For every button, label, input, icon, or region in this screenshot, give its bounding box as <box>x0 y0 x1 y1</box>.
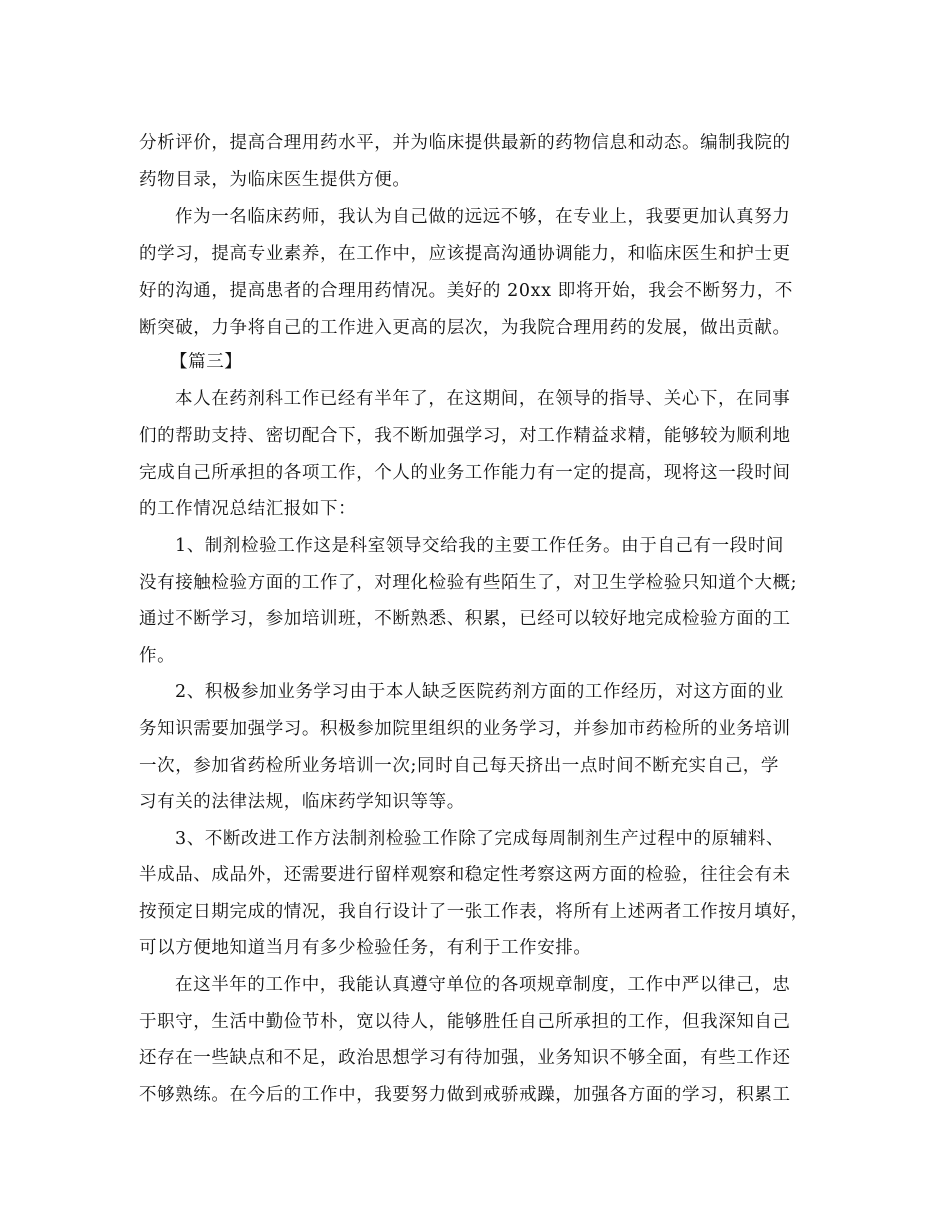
paragraph-line: 于职守，生活中勤俭节朴，宽以待人，能够胜任自己所承担的工作，但我深知自己 <box>139 1012 791 1032</box>
paragraph-line: 作为一名临床药师，我认为自己做的远远不够，在专业上，我要更加认真努力 <box>175 207 791 227</box>
paragraph-line: 断突破，力争将自己的工作进入更高的层次，为我院合理用药的发展，做出贡献。 <box>139 318 791 338</box>
paragraph-line: 们的帮助支持、密切配合下，我不断加强学习，对工作精益求精，能够较为顺利地 <box>139 426 791 446</box>
section-heading: 【篇三】 <box>170 352 243 372</box>
paragraph-line: 药物目录，为临床医生提供方便。 <box>139 170 411 190</box>
paragraph-line: 还存在一些缺点和不足，政治思想学习有待加强，业务知识不够全面，有些工作还 <box>139 1048 791 1068</box>
paragraph-line: 3、不断改进工作方法制剂检验工作除了完成每周制剂生产过程中的原辅料、 <box>175 829 785 849</box>
paragraph-line: 好的沟通，提高患者的合理用药情况。美好的 20xx 即将开始，我会不断努力，不 <box>139 281 794 301</box>
paragraph-line: 在这半年的工作中，我能认真遵守单位的各项规章制度，工作中严以律己，忠 <box>175 975 791 995</box>
paragraph-line: 通过不断学习，参加培训班，不断熟悉、积累，已经可以较好地完成检验方面的工 <box>139 609 791 629</box>
paragraph-line: 作。 <box>139 646 176 666</box>
paragraph-line: 的工作情况总结汇报如下： <box>139 499 357 519</box>
paragraph-line: 一次，参加省药检所业务培训一次;同时自己每天挤出一点时间不断充实自己，学 <box>139 756 779 776</box>
paragraph-line: 没有接触检验方面的工作了，对理化检验有些陌生了，对卫生学检验只知道个大概; <box>139 573 798 593</box>
paragraph-line: 完成自己所承担的各项工作，个人的业务工作能力有一定的提高，现将这一段时间 <box>139 463 791 483</box>
paragraph-line: 本人在药剂科工作已经有半年了，在这期间，在领导的指导、关心下，在同事 <box>175 389 791 409</box>
paragraph-line: 习有关的法律法规，临床药学知识等等。 <box>139 792 465 812</box>
paragraph-line: 1、制剂检验工作这是科室领导交给我的主要工作任务。由于自己有一段时间 <box>175 536 785 556</box>
paragraph-line: 半成品、成品外，还需要进行留样观察和稳定性考察这两方面的检验，往往会有未 <box>139 865 791 885</box>
paragraph-line: 2、积极参加业务学习由于本人缺乏医院药剂方面的工作经历，对这方面的业 <box>175 682 785 702</box>
paragraph-line: 务知识需要加强学习。积极参加院里组织的业务学习，并参加市药检所的业务培训 <box>139 719 791 739</box>
paragraph-line: 可以方便地知道当月有多少检验任务，有利于工作安排。 <box>139 938 592 958</box>
paragraph-line: 的学习，提高专业素养，在工作中，应该提高沟通协调能力，和临床医生和护士更 <box>139 244 791 264</box>
paragraph-line: 分析评价，提高合理用药水平，并为临床提供最新的药物信息和动态。编制我院的 <box>139 133 791 153</box>
paragraph-line: 按预定日期完成的情况，我自行设计了一张工作表，将所有上述两者工作按月填好， <box>139 902 809 922</box>
paragraph-line: 不够熟练。在今后的工作中，我要努力做到戒骄戒躁，加强各方面的学习，积累工 <box>139 1085 791 1105</box>
